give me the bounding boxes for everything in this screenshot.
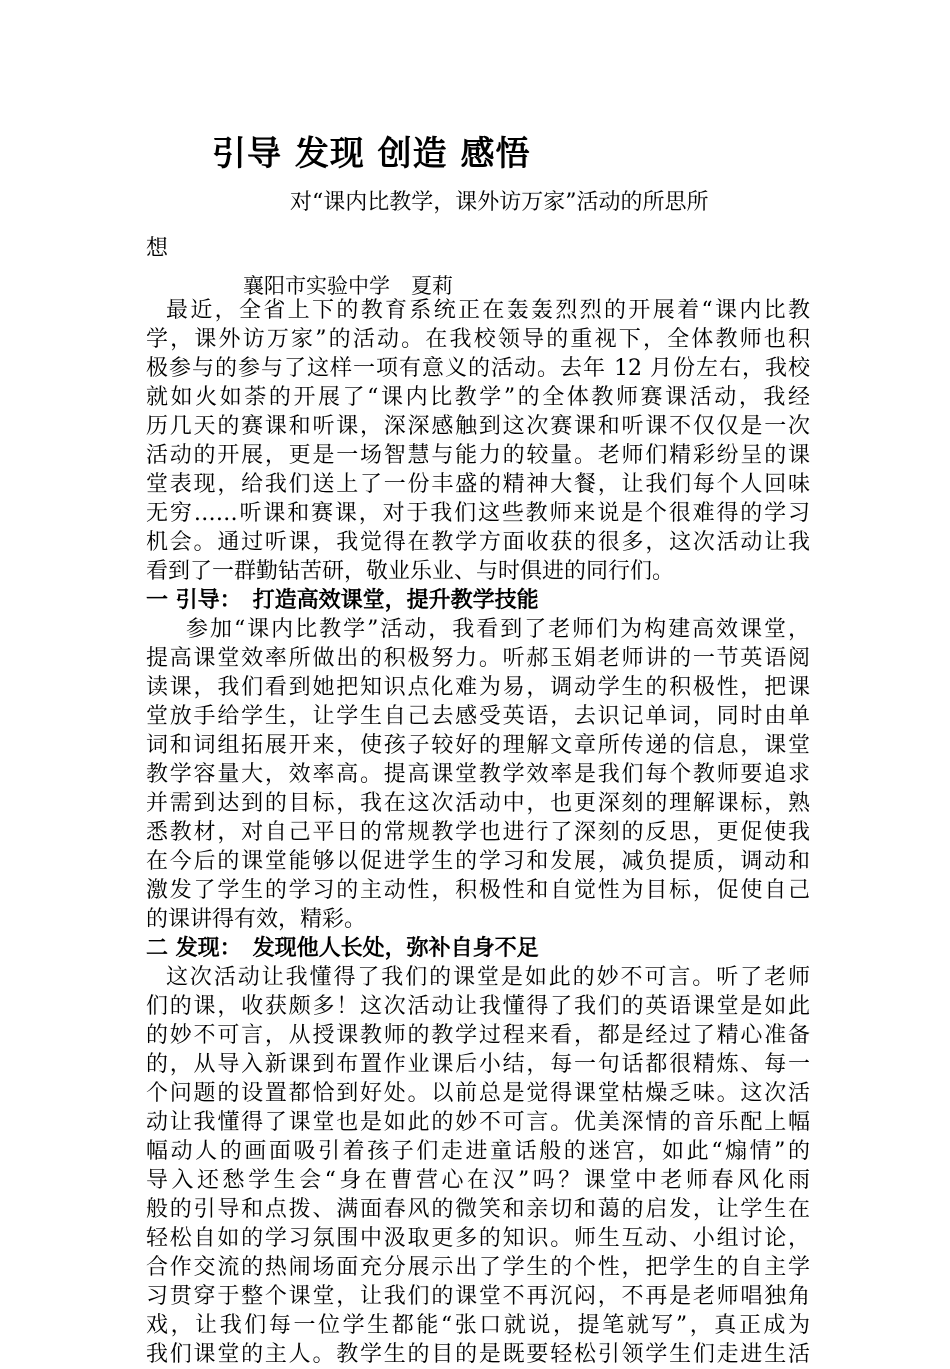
- paragraph-line: 参加“课内比教学”活动，我看到了老师们为构建高效课堂，: [186, 617, 810, 642]
- paragraph-line: 词和词组拓展开来，使孩子较好的理解文章所传递的信息，课堂: [146, 733, 810, 758]
- document-title: 引导 发现 创造 感悟: [212, 134, 531, 174]
- paragraph-line: 提高课堂效率所做出的积极努力。听郝玉娟老师讲的一节英语阅: [146, 646, 810, 671]
- paragraph-line: 戏，让我们每一位学生都能“张口就说，提笔就写”，真正成为: [146, 1313, 810, 1338]
- section-heading-discover: 二 发现： 发现他人长处，弥补自身不足: [146, 935, 539, 961]
- paragraph-line: 活动的开展，更是一场智慧与能力的较量。老师们精彩纷呈的课: [146, 443, 810, 468]
- paragraph-line: 们的课，收获颇多！这次活动让我懂得了我们的英语课堂是如此: [146, 994, 810, 1019]
- paragraph-line: 幅动人的画面吸引着孩子们走进童话般的迷宫，如此“煽情”的: [146, 1139, 810, 1164]
- paragraph-line: 动让我懂得了课堂也是如此的妙不可言。优美深情的音乐配上幅: [146, 1110, 810, 1135]
- paragraph-line: 读课，我们看到她把知识点化难为易，调动学生的积极性，把课: [146, 675, 810, 700]
- paragraph-line: 合作交流的热闹场面充分展示出了学生的个性，把学生的自主学: [146, 1255, 810, 1280]
- paragraph-line: 极参与的参与了这样一项有意义的活动。去年 12 月份左右，我校: [146, 356, 810, 381]
- paragraph-line: 悉教材，对自己平日的常规教学也进行了深刻的反思，更促使我: [146, 820, 810, 845]
- paragraph-line: 习贯穿于整个课堂，让我们的课堂不再沉闷，不再是老师唱独角: [146, 1284, 810, 1309]
- paragraph-line: 导入还愁学生会“身在曹营心在汉”吗？课堂中老师春风化雨: [146, 1168, 810, 1193]
- paragraph-line: 堂放手给学生，让学生自己去感受英语，去识记单词，同时由单: [146, 704, 810, 729]
- paragraph-line: 的妙不可言，从授课教师的教学过程来看，都是经过了精心准备: [146, 1023, 810, 1048]
- document-subtitle-continued: 想: [146, 236, 169, 261]
- section-heading-guide: 一 引导： 打造高效课堂，提升教学技能: [146, 587, 539, 613]
- paragraph-line: 这次活动让我懂得了我们的课堂是如此的妙不可言。听了老师: [166, 965, 810, 990]
- paragraph-line: 教学容量大，效率高。提高课堂教学效率是我们每个教师要追求: [146, 762, 810, 787]
- paragraph-line: 无穷……听课和赛课，对于我们这些教师来说是个很难得的学习: [146, 501, 810, 526]
- document-author: 襄阳市实验中学 夏莉: [243, 274, 453, 298]
- paragraph-line: 学，课外访万家”的活动。在我校领导的重视下，全体教师也积: [146, 327, 810, 352]
- paragraph-line: 般的引导和点拨、满面春风的微笑和亲切和蔼的启发，让学生在: [146, 1197, 810, 1222]
- paragraph-line: 历几天的赛课和听课，深深感触到这次赛课和听课不仅仅是一次: [146, 414, 810, 439]
- document-body: [146, 296, 810, 1369]
- paragraph-line: 激发了学生的学习的主动性，积极性和自觉性为目标，促使自己: [146, 878, 810, 903]
- paragraph-line: 轻松自如的学习氛围中汲取更多的知识。师生互动、小组讨论，: [146, 1226, 810, 1251]
- paragraph-line: 堂表现，给我们送上了一份丰盛的精神大餐，让我们每个人回味: [146, 472, 810, 497]
- paragraph-line: 机会。通过听课，我觉得在教学方面收获的很多，这次活动让我: [146, 530, 810, 555]
- document-subtitle: 对“课内比教学，课外访万家”活动的所思所: [290, 190, 709, 215]
- paragraph-line: 的课讲得有效，精彩。: [146, 907, 367, 932]
- paragraph-line: 并需到达到的目标，我在这次活动中，也更深刻的理解课标，熟: [146, 791, 810, 816]
- paragraph-line: 个问题的设置都恰到好处。以前总是觉得课堂枯燥乏味。这次活: [146, 1081, 810, 1106]
- paragraph-line: 我们课堂的主人。教学生的目的是既要轻松引领学生们走进生活: [146, 1342, 810, 1367]
- paragraph-line: 的，从导入新课到布置作业课后小结，每一句话都很精炼、每一: [146, 1052, 810, 1077]
- paragraph-line: 在今后的课堂能够以促进学生的学习和发展，减负提质，调动和: [146, 849, 810, 874]
- paragraph-line: 看到了一群勤钻苦研，敬业乐业、与时俱进的同行们。: [146, 559, 675, 584]
- paragraph-line: 就如火如荼的开展了“课内比教学”的全体教师赛课活动，我经: [146, 385, 810, 410]
- paragraph-line: 最近，全省上下的教育系统正在轰轰烈烈的开展着“课内比教: [166, 298, 810, 323]
